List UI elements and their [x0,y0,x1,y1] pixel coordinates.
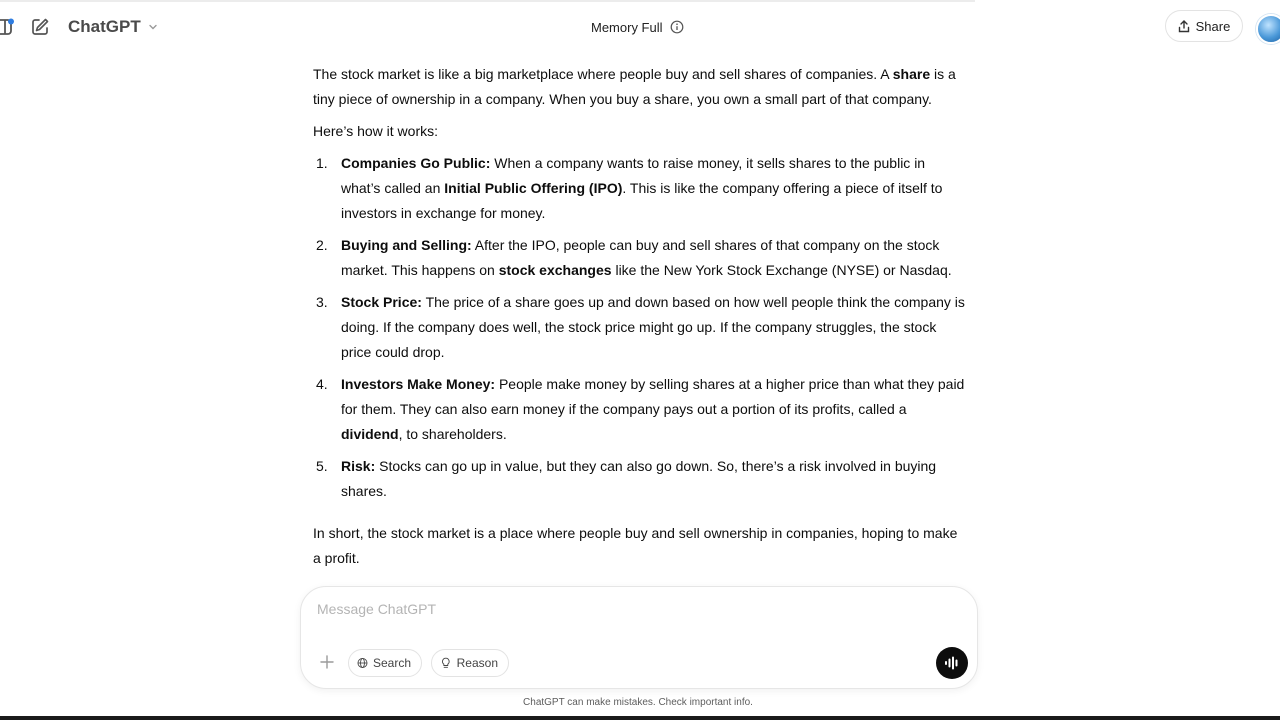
voice-waveform-icon [944,656,960,670]
memory-status-label: Memory Full [591,19,663,35]
summary-paragraph: In short, the stock market is a place where people buy and sell ownership in companies, hoping to make a profit. [313,525,958,566]
message-composer [300,586,978,689]
list-item: 4. Investors Make Money: People make money by selling shares at a higher price than what they paid for them. They can also earn money if the company pays out a portion of its profits, called a dividend, to shareholders. [316,376,965,442]
intro-paragraph: The stock market is like a big marketplace where people buy and sell shares of companies. A share is a tiny piece of ownership in a company. When you buy a share, you own a small part of that company. [313,66,956,107]
voice-mode-button[interactable] [936,647,968,679]
search-label: Search [372,656,411,670]
model-name: ChatGPT [68,17,141,36]
info-icon[interactable] [670,20,684,34]
share-upload-icon [1178,20,1190,33]
search-button[interactable] [348,649,422,677]
list-item: 2. Buying and Selling: After the IPO, people can buy and sell shares of that company on the stock market. This happens on stock exchanges like the New York Stock Exchange (NYSE) or Nasdaq. [316,237,952,278]
plus-icon[interactable] [318,653,336,671]
steps-list [313,151,968,504]
message-input[interactable] [315,597,919,621]
bottom-edge [0,716,1280,720]
reason-label: Reason [456,656,498,670]
list-item: 5. Risk: Stocks can go up in value, but they can also go down. So, there’s a risk involved in buying shares. [316,458,937,499]
model-selector[interactable] [68,16,159,38]
how-it-works-paragraph: Here’s how it works: [313,123,439,139]
globe-icon [357,656,368,670]
share-label: Share [1195,18,1231,34]
memory-status[interactable] [591,17,684,37]
chevron-down-icon [147,21,159,33]
share-button[interactable] [1165,10,1243,42]
reason-button[interactable] [431,649,509,677]
top-bar [0,0,1280,54]
sidebar-toggle-icon[interactable] [0,18,14,36]
disclaimer: ChatGPT can make mistakes. Check important info. [523,697,753,708]
avatar[interactable] [1256,14,1280,44]
list-item: 3. Stock Price: The price of a share goes up and down based on how well people think the company is doing. If the company does well, the stock price might go up. If the company struggles, the stock price could drop. [316,294,965,360]
lightbulb-icon [440,656,452,670]
assistant-message [313,62,968,571]
list-item: 1. Companies Go Public: When a company wants to raise money, it sells shares to the public in what’s called an Initial Public Offering (IPO). This is like the company offering a piece of itself to investors in exchange for money. [316,155,943,221]
compose-icon[interactable] [30,17,50,37]
top-divider [0,0,975,2]
